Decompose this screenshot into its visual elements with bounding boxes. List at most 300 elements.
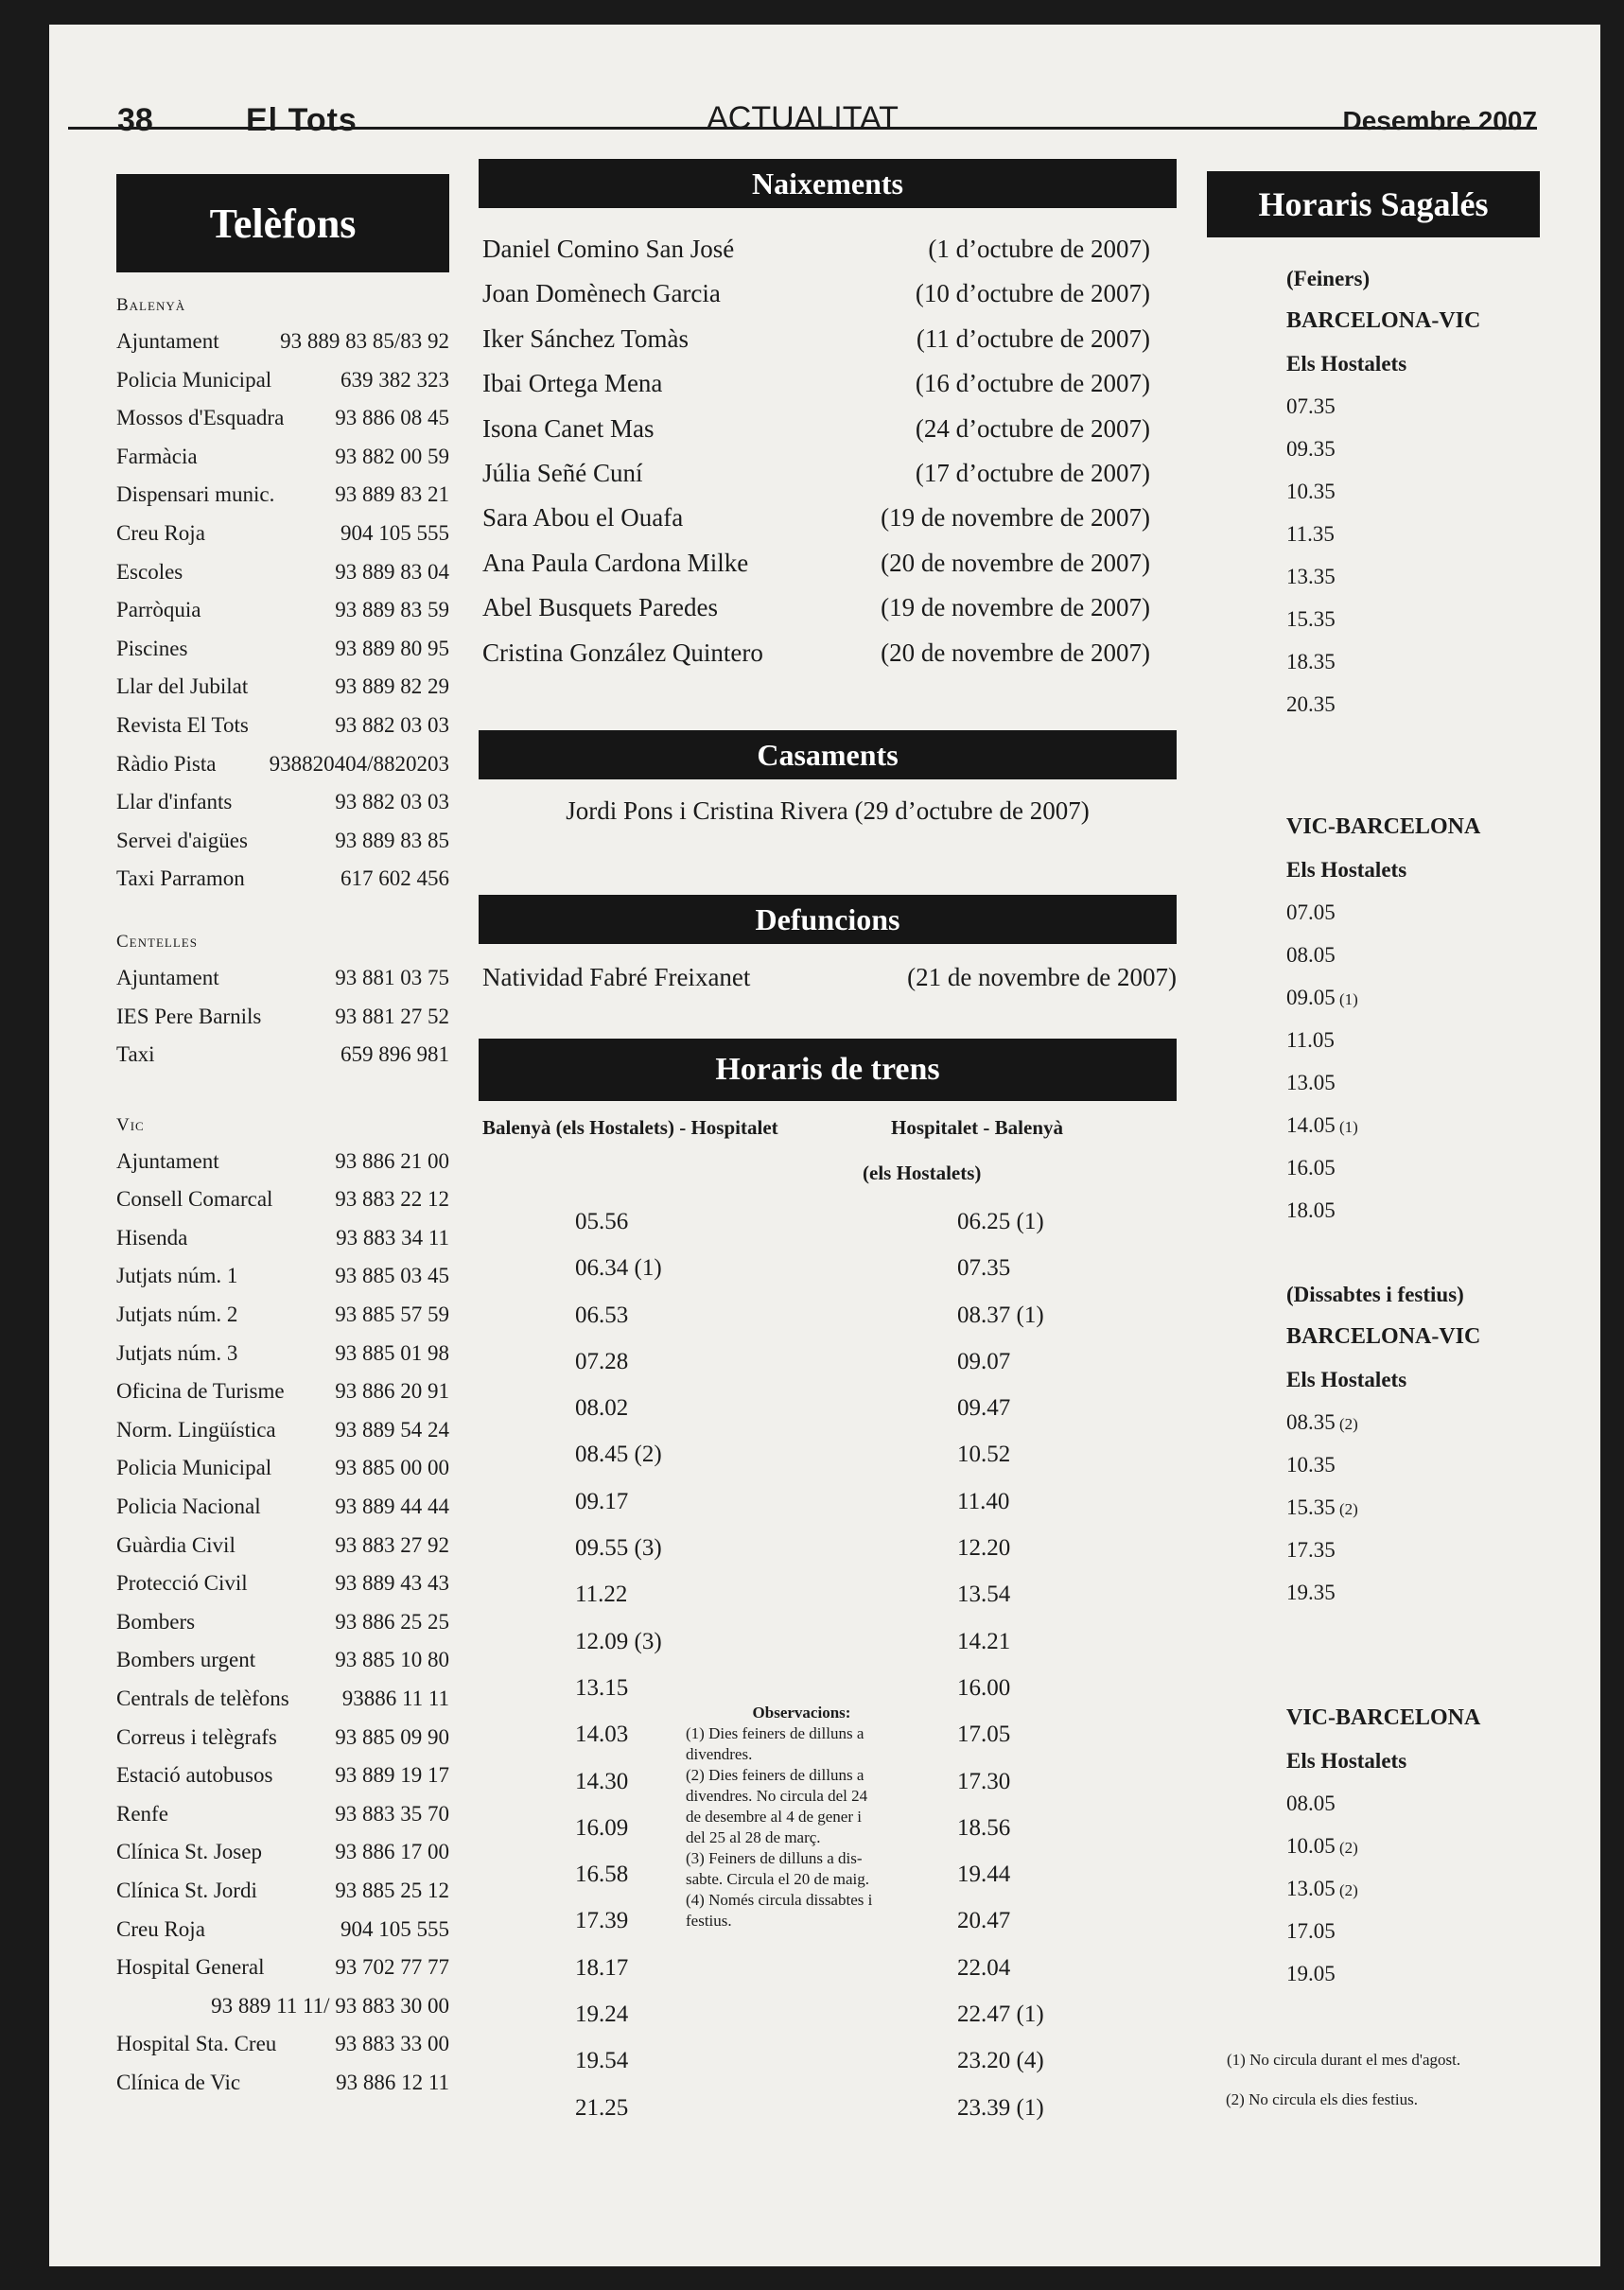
- train-time: [957, 2086, 1071, 2132]
- train-time: [957, 2038, 1071, 2085]
- bus-time-note: (2): [1335, 1839, 1358, 1857]
- train-time: [957, 1666, 1071, 1712]
- page-number: 38: [117, 102, 153, 138]
- trens-head-left: Balenyà (els Hostalets) - Hospitalet: [482, 1116, 778, 1139]
- birth-name: Sara Abou el Ouafa: [482, 503, 684, 533]
- bus-time: [1286, 934, 1570, 976]
- train-time: [957, 1526, 1071, 1572]
- phone-entry-name: Taxi Parramon: [116, 866, 245, 891]
- phone-entry: [116, 1834, 449, 1873]
- train-time: [575, 2086, 689, 2132]
- phone-entry: [116, 439, 449, 478]
- phone-entry: [116, 1565, 449, 1604]
- sagales-note-2: (2) No circula els dies festius.: [1226, 2090, 1418, 2108]
- train-time-value: 17.05: [957, 1722, 1011, 1748]
- train-time: [575, 1666, 689, 1712]
- train-time-value: 09.47: [957, 1395, 1011, 1422]
- birth-entry: [482, 271, 1163, 316]
- phone-entry-number: 93 886 20 91: [335, 1379, 449, 1404]
- phone-entry: [116, 631, 449, 670]
- bus-time-value: 10.35: [1286, 1453, 1336, 1477]
- phone-entry-number: 93 702 77 77: [335, 1955, 449, 1980]
- phone-entry-number: 93 885 57 59: [335, 1302, 449, 1327]
- birth-name: Cristina González Quintero: [482, 638, 763, 667]
- phone-entry-number: 93 881 27 52: [335, 1004, 449, 1028]
- train-time: [575, 1199, 689, 1246]
- phone-entry-number: 93 889 83 59: [335, 598, 449, 622]
- casaments-entry: Jordi Pons i Cristina Rivera (29 d’octubre de 2007): [566, 796, 1090, 825]
- bus-time: 15.35: [1286, 607, 1336, 631]
- train-time: [957, 1293, 1071, 1339]
- bus-time: [1286, 1952, 1570, 1995]
- phone-entry-name: Ràdio Pista: [116, 751, 217, 776]
- train-time-value: 13.54: [957, 1582, 1011, 1608]
- naixements-title: Naixements: [752, 166, 903, 201]
- phone-entry-number: 93 885 00 00: [335, 1456, 449, 1480]
- train-time-value: 22.47 (1): [957, 2002, 1044, 2028]
- casaments-title: Casaments: [757, 737, 899, 772]
- birth-name: Joan Domènech Garcia: [482, 279, 721, 308]
- train-time-value: 14.03: [575, 1722, 629, 1748]
- phone-entry-number: 93 889 19 17: [335, 1763, 449, 1788]
- phone-entry: [116, 1412, 449, 1451]
- phone-entry: [116, 784, 449, 823]
- phone-entry-name: Clínica St. Jordi: [116, 1878, 257, 1902]
- phone-entry-name: Clínica de Vic: [116, 2070, 241, 2094]
- vic-list: [116, 1144, 449, 2104]
- train-time: [957, 1199, 1071, 1246]
- naixements-list: [482, 227, 1163, 675]
- phone-entry: [116, 708, 449, 746]
- phone-entry-number: 93 886 17 00: [335, 1840, 449, 1864]
- bus-time-value: 09.05: [1286, 986, 1336, 1009]
- bus-time-value: 07.05: [1286, 900, 1336, 924]
- phone-entry-number: 93 889 43 43: [335, 1571, 449, 1596]
- stop-2: Els Hostalets: [1286, 858, 1407, 882]
- bus-time-note: (2): [1335, 1881, 1358, 1899]
- phone-entry-name: Dispensari munic.: [116, 482, 275, 507]
- bus-time-value: 19.05: [1286, 1962, 1336, 1985]
- vb-feiners-times: [1286, 891, 1570, 1232]
- phone-entry: [116, 477, 449, 516]
- phone-entry-number: 93 885 03 45: [335, 1264, 449, 1288]
- phone-entry: [116, 1373, 449, 1412]
- bus-time-value: 08.35: [1286, 1410, 1336, 1434]
- obs-title: Observacions:: [752, 1704, 851, 1722]
- train-time: [957, 1572, 1071, 1618]
- sagales-festius: [1286, 1273, 1570, 1614]
- birth-entry: [482, 541, 1163, 586]
- phone-entry-number: 639 382 323: [341, 367, 449, 392]
- obs-line: festius.: [686, 1912, 732, 1930]
- train-time: [575, 1712, 689, 1758]
- birth-name: Júlia Señé Cuní: [482, 458, 643, 487]
- train-time: [575, 1992, 689, 2038]
- phone-entry-name: Creu Roja: [116, 1916, 205, 1941]
- bus-time: [1286, 1146, 1570, 1189]
- phone-entry-name: Oficina de Turisme: [116, 1379, 285, 1404]
- route-vb-1: VIC-BARCELONA: [1286, 814, 1481, 839]
- phone-entry: [116, 861, 449, 900]
- obs-line: (2) Dies feiners de dilluns a: [686, 1766, 864, 1784]
- phone-entry-name: Farmàcia: [116, 444, 198, 468]
- bus-time: [1286, 1910, 1570, 1952]
- phone-entry-name: Jutjats núm. 1: [116, 1264, 238, 1288]
- train-time: [575, 1293, 689, 1339]
- phone-entry-number: 93 881 03 75: [335, 965, 449, 989]
- birth-entry: [482, 227, 1163, 271]
- obs-line: de desembre al 4 de gener i: [686, 1808, 862, 1826]
- phone-entry: [116, 2065, 449, 2104]
- birth-date: (1 d’octubre de 2007): [928, 235, 1150, 263]
- bus-time: 11.35: [1286, 522, 1335, 546]
- phone-entry: [116, 2026, 449, 2065]
- bus-time-value: 10.05: [1286, 1834, 1336, 1858]
- phone-entry-number: 904 105 555: [341, 520, 449, 545]
- festius-label: (Dissabtes i festius): [1286, 1283, 1464, 1306]
- train-time: [957, 1339, 1071, 1386]
- phone-entry-name: Policia Municipal: [116, 1456, 272, 1480]
- phone-entry: [116, 1720, 449, 1758]
- train-time: [957, 1386, 1071, 1432]
- obs-line: divendres. No circula del 24: [686, 1787, 868, 1805]
- train-time: [575, 1479, 689, 1526]
- phone-entry-number: 93 889 82 29: [335, 674, 449, 699]
- phone-entry-name: Hospital Sta. Creu: [116, 2032, 277, 2056]
- phone-entry-number: 93 889 54 24: [335, 1417, 449, 1442]
- phone-entry-name: Policia Nacional: [116, 1495, 261, 1519]
- bus-time: 10.35: [1286, 480, 1336, 503]
- train-time: [575, 2038, 689, 2085]
- phone-entry: [116, 1181, 449, 1220]
- route-vb-2: VIC-BARCELONA: [1286, 1705, 1481, 1730]
- train-time: [575, 1946, 689, 1992]
- balenya-heading: Balenyà: [116, 295, 186, 315]
- phone-entry-number: 93 885 10 80: [335, 1648, 449, 1672]
- bus-time-value: 15.35: [1286, 1495, 1336, 1519]
- train-time: [957, 1852, 1071, 1898]
- phone-entry-number: 93 883 34 11: [336, 1225, 449, 1250]
- obs-line: (4) Només circula dissabtes i: [686, 1891, 873, 1909]
- phone-entry-name: Norm. Lingüística: [116, 1417, 276, 1442]
- phone-entry-name: Ajuntament: [116, 1148, 219, 1173]
- bus-time-value: 11.05: [1286, 1028, 1335, 1052]
- train-time-value: 13.15: [575, 1674, 629, 1701]
- phone-entry-name: Hospital General: [116, 1955, 265, 1980]
- train-time-value: 09.07: [957, 1348, 1011, 1374]
- bus-time: 20.35: [1286, 692, 1336, 716]
- birth-date: (10 d’octubre de 2007): [915, 279, 1150, 308]
- bv-festius-times: [1286, 1401, 1570, 1614]
- phone-entry-number: 93 882 03 03: [335, 790, 449, 814]
- defuncions-banner: [479, 895, 1177, 944]
- birth-date: (20 de novembre de 2007): [881, 638, 1150, 667]
- phone-entry-name: Clínica St. Josep: [116, 1840, 262, 1864]
- telefons-title: Telèfons: [209, 200, 357, 247]
- naixements-banner: [479, 159, 1177, 208]
- sagales-vb-festius: [1286, 1697, 1570, 1995]
- centelles-heading: Centelles: [116, 931, 198, 952]
- phone-entry: [116, 554, 449, 593]
- train-time-value: 05.56: [575, 1209, 629, 1234]
- birth-entry: [482, 586, 1163, 630]
- phone-entry-name: Correus i telègrafs: [116, 1724, 277, 1749]
- phone-entry: [116, 1757, 449, 1796]
- birth-entry: [482, 631, 1163, 675]
- phone-entry-number: 904 105 555: [341, 1916, 449, 1941]
- phone-entry: [116, 1604, 449, 1643]
- vic-heading: Vic: [116, 1114, 145, 1135]
- birth-entry: [482, 496, 1163, 540]
- train-time-value: 12.09 (3): [575, 1628, 662, 1654]
- bus-time: [1286, 1061, 1570, 1104]
- birth-entry: [482, 317, 1163, 361]
- defuncions-date: (21 de novembre de 2007): [907, 963, 1177, 991]
- train-time: [575, 1898, 689, 1945]
- bus-time: [1286, 1571, 1570, 1614]
- train-time-value: 20.47: [957, 1908, 1011, 1934]
- train-time: [575, 1432, 689, 1478]
- bus-time: [1286, 1486, 1570, 1529]
- phone-entry-number: 93886 11 11: [341, 1687, 449, 1710]
- phone-entry-number: 93 885 09 90: [335, 1724, 449, 1749]
- bus-time-value: 18.05: [1286, 1198, 1336, 1222]
- obs-line: (1) Dies feiners de dilluns a: [686, 1724, 864, 1742]
- train-time: [575, 1386, 689, 1432]
- phone-entry: [116, 1450, 449, 1489]
- trens-title: Horaris de trens: [715, 1052, 940, 1087]
- phone-entry-number: 93 885 01 98: [335, 1340, 449, 1365]
- stop-1: Els Hostalets: [1286, 352, 1407, 376]
- sagales-vb-feiners: [1286, 806, 1570, 1232]
- obs-line: del 25 al 28 de març.: [686, 1828, 821, 1846]
- train-time-value: 21.25: [575, 2094, 629, 2121]
- train-time-value: 06.53: [575, 1302, 629, 1328]
- obs-line: (3) Feiners de dilluns a dis-: [686, 1849, 863, 1867]
- birth-name: Iker Sánchez Tomàs: [482, 323, 690, 353]
- train-time-value: 16.09: [575, 1814, 629, 1841]
- defuncions-entry: [482, 955, 1177, 1000]
- bus-time-value: 16.05: [1286, 1156, 1336, 1180]
- obs-lines: [686, 1723, 917, 1932]
- train-time-value: 06.25 (1): [957, 1209, 1044, 1234]
- phone-entry-number: 93 889 11 11/ 93 883 30 00: [211, 1993, 449, 2018]
- birth-entry: [482, 451, 1163, 496]
- phone-entry-number: 93 889 83 85: [335, 828, 449, 852]
- bus-time: [1286, 1867, 1570, 1910]
- sagales-banner: [1207, 171, 1540, 237]
- bus-time: [1286, 976, 1570, 1019]
- phone-entry-name: Jutjats núm. 3: [116, 1340, 238, 1365]
- phone-entry-number: 617 602 456: [341, 866, 449, 891]
- bus-time: [1286, 1401, 1570, 1443]
- phone-entry-number: 93 886 21 00: [335, 1148, 449, 1173]
- phone-entry-number: 93 883 27 92: [335, 1532, 449, 1557]
- bus-time: [1286, 1443, 1570, 1486]
- trens-banner: [479, 1039, 1177, 1101]
- trens-observacions: [686, 1703, 917, 1932]
- train-time-value: 11.40: [957, 1488, 1010, 1514]
- phone-entry-number: 93 883 35 70: [335, 1801, 449, 1826]
- bus-time: [1286, 1019, 1570, 1061]
- phone-entry: [116, 1642, 449, 1681]
- phone-entry-number: 93 889 83 04: [335, 559, 449, 584]
- issue-date: Desembre 2007: [1342, 106, 1537, 135]
- phone-entry: [116, 669, 449, 708]
- bus-time-value: 13.05: [1286, 1877, 1336, 1900]
- bus-time: [1286, 1782, 1570, 1825]
- section-title: ACTUALITAT: [707, 100, 899, 136]
- phone-entry-name: Creu Roja: [116, 520, 205, 545]
- stop-4: Els Hostalets: [1286, 1749, 1407, 1773]
- phone-entry-number: 93 883 33 00: [335, 2032, 449, 2056]
- train-time-value: 09.55 (3): [575, 1535, 662, 1562]
- sagales-feiners: [1286, 257, 1570, 725]
- train-time-value: 14.30: [575, 1768, 629, 1794]
- phone-entry: [116, 1489, 449, 1528]
- phone-entry: [116, 823, 449, 862]
- bus-time: 18.35: [1286, 650, 1336, 673]
- phone-entry-name: Bombers: [116, 1609, 196, 1634]
- train-time: [957, 1432, 1071, 1478]
- train-time: [957, 1246, 1071, 1292]
- phone-entry: [116, 400, 449, 439]
- bus-time: [1286, 1529, 1570, 1571]
- train-time-value: 08.45 (2): [575, 1442, 662, 1468]
- casaments-banner: [479, 730, 1177, 779]
- phone-entry-name: Hisenda: [116, 1225, 188, 1250]
- centelles-list: [116, 960, 449, 1075]
- bus-time-note: (1): [1335, 1118, 1358, 1136]
- bus-time-value: 14.05: [1286, 1113, 1336, 1137]
- train-time-value: 10.52: [957, 1442, 1011, 1468]
- stop-3: Els Hostalets: [1286, 1368, 1407, 1391]
- train-time: [957, 1806, 1071, 1852]
- defuncions-title: Defuncions: [755, 901, 900, 936]
- birth-entry: [482, 407, 1163, 451]
- phone-entry-name: Guàrdia Civil: [116, 1532, 236, 1557]
- bus-time-value: 19.35: [1286, 1581, 1336, 1604]
- phone-entry: [116, 1037, 449, 1075]
- train-time: [575, 1759, 689, 1806]
- train-time: [575, 1526, 689, 1572]
- train-time: [575, 1339, 689, 1386]
- phone-entry: [116, 516, 449, 554]
- bus-time-value: 08.05: [1286, 1792, 1336, 1815]
- birth-name: Isona Canet Mas: [482, 413, 655, 443]
- train-time-value: 23.20 (4): [957, 2048, 1044, 2074]
- train-time-value: 19.24: [575, 2002, 629, 2028]
- phone-entry-name: Revista El Tots: [116, 712, 249, 737]
- page-header: [68, 74, 1537, 138]
- birth-date: (16 d’octubre de 2007): [915, 369, 1150, 398]
- telefons-banner: [116, 174, 449, 272]
- train-time-value: 18.56: [957, 1814, 1011, 1841]
- phone-entry-name: Policia Municipal: [116, 367, 272, 392]
- train-time: [575, 1806, 689, 1852]
- phone-entry-name: Ajuntament: [116, 965, 219, 989]
- birth-name: Daniel Comino San José: [482, 235, 735, 263]
- birth-date: (19 de novembre de 2007): [881, 503, 1150, 533]
- phone-entry-number: 93 882 00 59: [335, 444, 449, 468]
- bus-time: [1286, 1104, 1570, 1146]
- bus-time-value: 17.35: [1286, 1538, 1336, 1562]
- bus-time-note: (2): [1335, 1415, 1358, 1433]
- birth-entry: [482, 361, 1163, 406]
- phone-entry: [116, 1297, 449, 1336]
- phone-entry: [116, 1912, 449, 1950]
- bv-feiners-times: [1286, 385, 1570, 725]
- train-time-value: 17.30: [957, 1768, 1011, 1794]
- phone-entry: [116, 1681, 449, 1720]
- phone-entry: [116, 1796, 449, 1835]
- phone-entry: [116, 1336, 449, 1374]
- train-time-value: 18.17: [575, 1954, 629, 1981]
- route-bv-1: BARCELONA-VIC: [1286, 308, 1481, 333]
- defuncions-name: Natividad Fabré Freixanet: [482, 963, 751, 991]
- phone-entry-name: Piscines: [116, 636, 188, 660]
- birth-name: Abel Busquets Paredes: [482, 593, 718, 622]
- train-time-value: 16.58: [575, 1862, 629, 1888]
- phone-entry: [116, 999, 449, 1038]
- sagales-note-1: (1) No circula durant el mes d'agost.: [1227, 2051, 1461, 2069]
- phone-entry: [116, 1220, 449, 1259]
- train-time: [957, 1479, 1071, 1526]
- bus-time-value: 17.05: [1286, 1919, 1336, 1943]
- phone-entry-name: Llar del Jubilat: [116, 674, 249, 699]
- obs-line: divendres.: [686, 1745, 753, 1763]
- phone-entry: [116, 362, 449, 401]
- route-bv-2: BARCELONA-VIC: [1286, 1324, 1481, 1349]
- trens-head-right-2: (els Hostalets): [863, 1162, 982, 1184]
- bus-time: [1286, 1825, 1570, 1867]
- magazine-name: El Tots: [246, 102, 358, 138]
- phone-entry-number: 659 896 981: [341, 1042, 449, 1067]
- train-time: [957, 1759, 1071, 1806]
- phone-entry-number: 93 889 44 44: [335, 1495, 449, 1519]
- train-time: [957, 1712, 1071, 1758]
- train-time-value: 16.00: [957, 1674, 1011, 1701]
- phone-entry-number: 938820404/8820203: [269, 751, 449, 776]
- train-time-value: 12.20: [957, 1535, 1011, 1562]
- train-time-value: 09.17: [575, 1488, 629, 1514]
- phone-entry: [116, 1988, 449, 2027]
- phone-entry-name: Ajuntament: [116, 329, 219, 353]
- balenya-list: [116, 323, 449, 900]
- phone-entry: [116, 960, 449, 999]
- birth-date: (19 de novembre de 2007): [881, 593, 1150, 622]
- phone-entry-number: 93 886 12 11: [336, 2070, 449, 2094]
- birth-name: Ana Paula Cardona Milke: [482, 548, 749, 577]
- phone-entry-name: Renfe: [116, 1801, 168, 1826]
- birth-date: (20 de novembre de 2007): [881, 548, 1150, 577]
- phone-entry-number: 93 885 25 12: [335, 1878, 449, 1902]
- phone-entry-number: 93 889 83 21: [335, 482, 449, 507]
- phone-entry-name: Estació autobusos: [116, 1763, 273, 1788]
- phone-entry-name: Escoles: [116, 559, 183, 584]
- train-time-value: 19.54: [575, 2048, 629, 2074]
- birth-date: (11 d’octubre de 2007): [916, 323, 1150, 353]
- bus-time-value: 13.05: [1286, 1071, 1336, 1094]
- train-time-value: 23.39 (1): [957, 2094, 1044, 2121]
- phone-entry-number: 93 886 08 45: [335, 406, 449, 430]
- bus-time: [1286, 1189, 1570, 1232]
- vb-festius-times: [1286, 1782, 1570, 1995]
- train-time-value: 19.44: [957, 1862, 1011, 1888]
- trens-right-times: [957, 1199, 1071, 2132]
- bus-time: 07.35: [1286, 394, 1336, 418]
- phone-entry: [116, 592, 449, 631]
